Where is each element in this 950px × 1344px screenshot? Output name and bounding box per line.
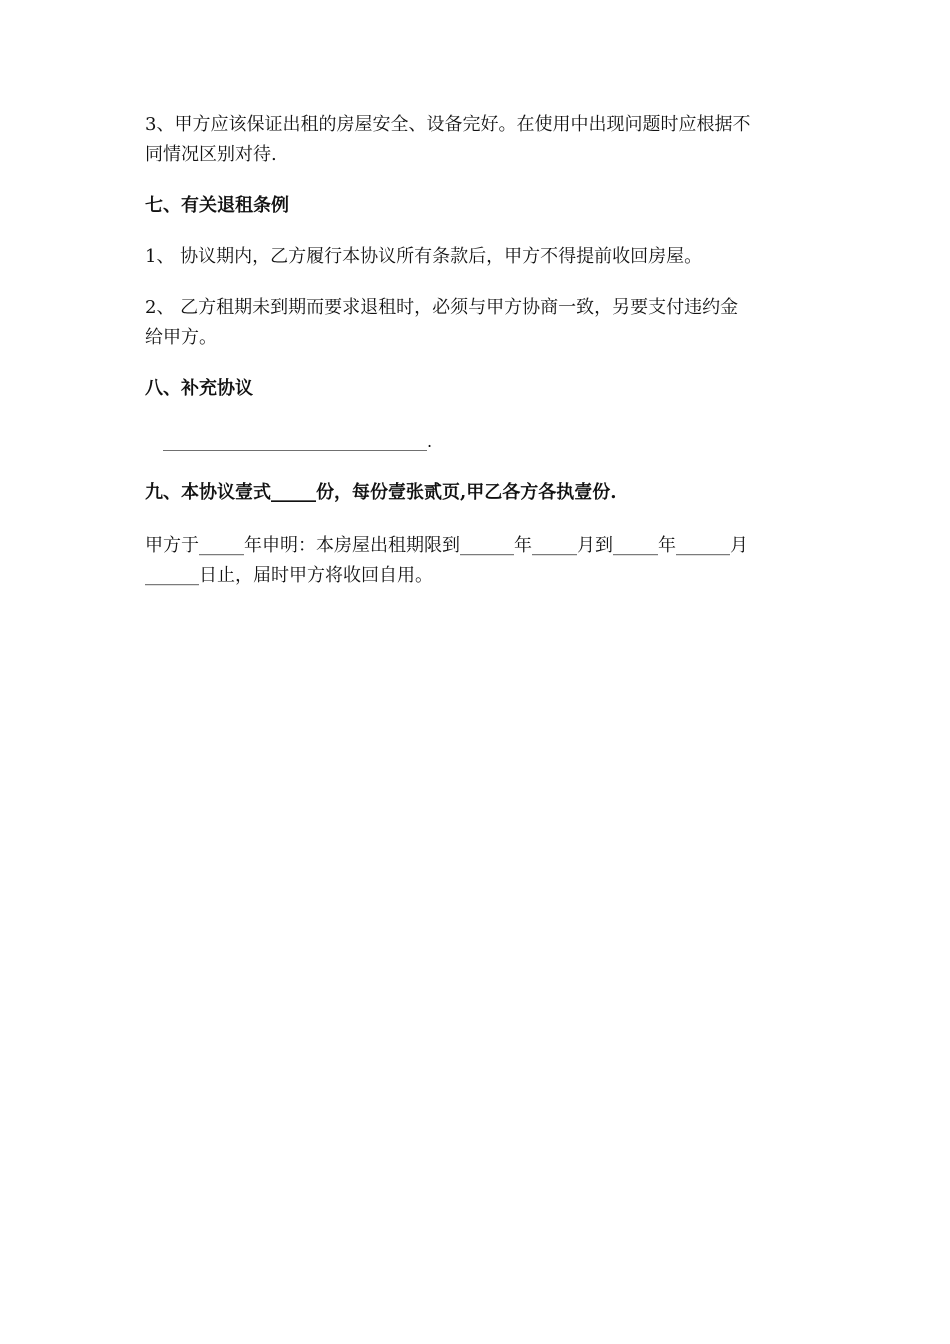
section-7-item-2-line-1: 2、 乙方租期未到期而要求退租时，必须与甲方协商一致，另要支付违约金 [145,297,739,318]
declaration-line-1: 甲方于_____年申明：本房屋出租期限到______年_____月到_____年______月 [145,535,748,556]
section-7-heading: 七、有关退租条例 [145,195,289,216]
section-7-item-2-line-2: 给甲方。 [145,327,217,348]
declaration-line-2: ______日止，届时甲方将收回自用。 [145,565,433,586]
clause-3-line-1: 3、甲方应该保证出租的房屋安全、设备完好。在使用中出现问题时应根据不 [145,114,751,135]
section-9-heading: 九、本协议壹式_____份，每份壹张贰页,甲乙各方各执壹份. [145,482,617,503]
clause-3-line-2: 同情况区别对待. [145,144,277,165]
supplementary-blank-line: _________________________________. [163,432,433,451]
section-7-item-1: 1、 协议期内，乙方履行本协议所有条款后，甲方不得提前收回房屋。 [145,246,703,267]
section-8-heading: 八、补充协议 [145,378,253,399]
